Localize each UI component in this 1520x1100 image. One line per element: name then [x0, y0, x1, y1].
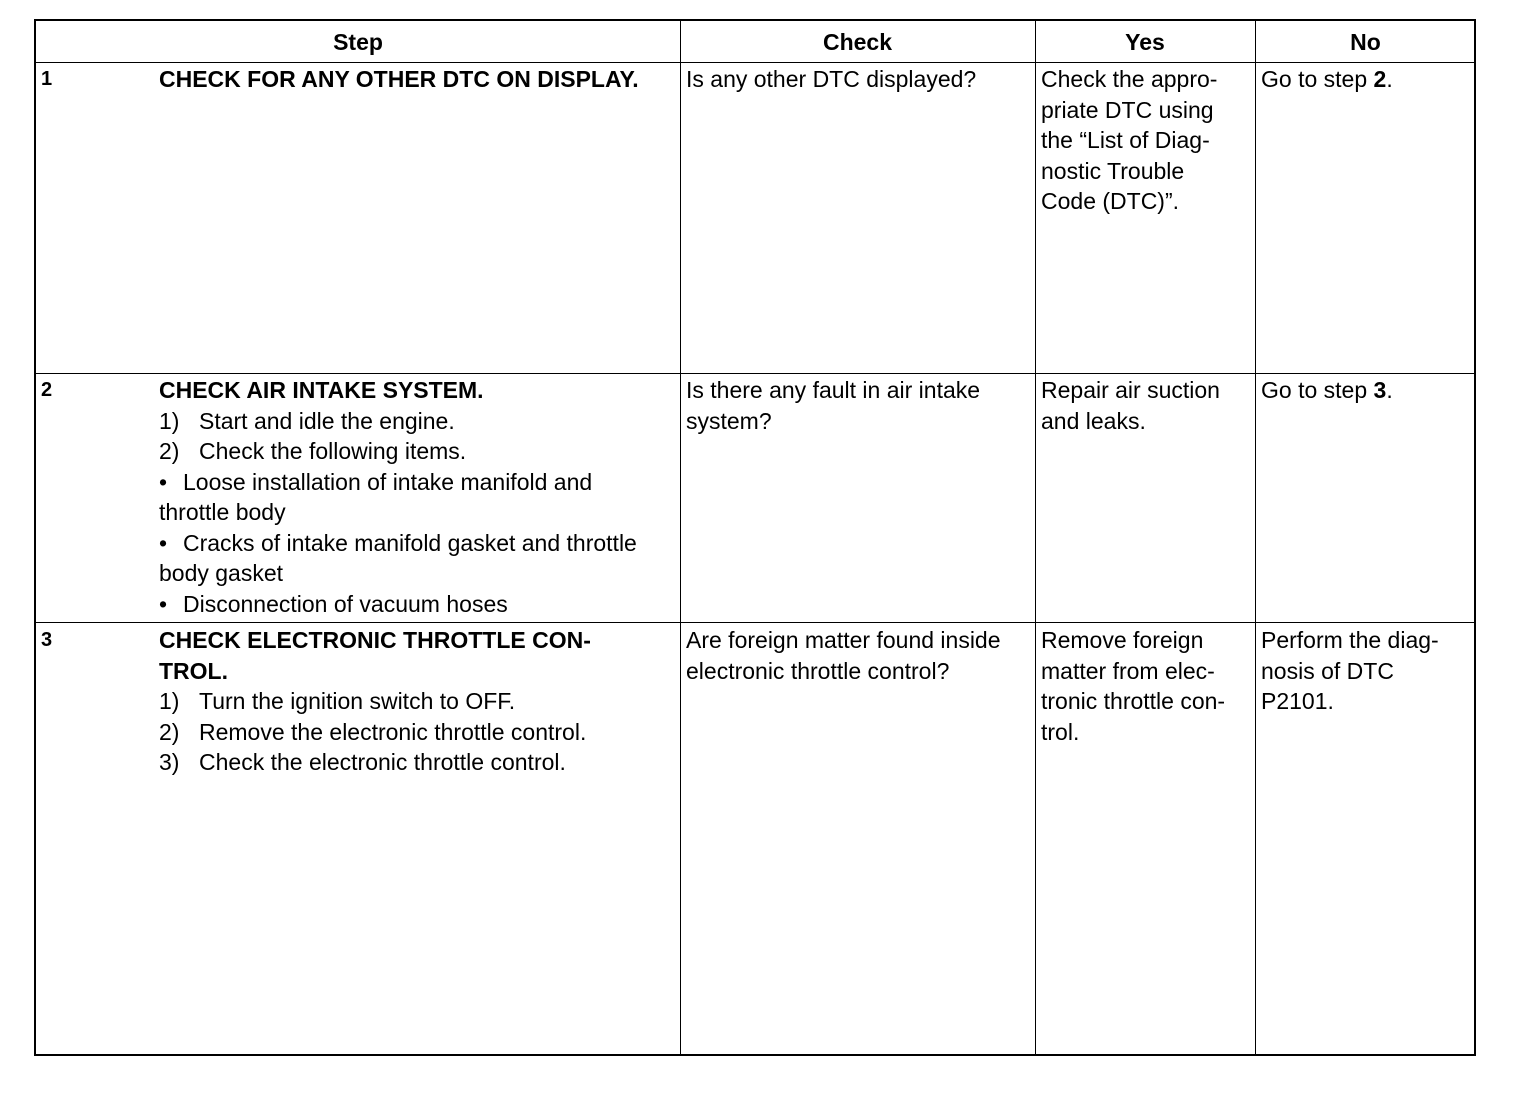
- no-text-end: .: [1386, 66, 1393, 92]
- bullet-icon: •: [159, 590, 168, 617]
- step-title: CHECK AIR INTAKE SYSTEM.: [159, 377, 484, 403]
- bullet-icon: •: [159, 529, 168, 556]
- bullet-text-cont: throttle body: [159, 499, 286, 525]
- bullet-text: Loose installation of intake manifold and: [183, 468, 593, 495]
- step-content: [159, 375, 679, 619]
- yes-line: tronic throttle con-: [1041, 688, 1226, 714]
- bullet-text-cont: body gasket: [159, 560, 284, 586]
- no-action: [1261, 625, 1473, 717]
- no-text: Go to step: [1261, 66, 1374, 92]
- no-action: [1261, 375, 1473, 406]
- step-content: [159, 625, 679, 778]
- yes-line: Code (DTC)”.: [1041, 188, 1180, 214]
- step-item-number: 2): [159, 438, 180, 464]
- step-title-cont: TROL.: [159, 657, 228, 684]
- step-item-number: 2): [159, 718, 180, 745]
- step-item: [159, 436, 679, 467]
- step-title: CHECK ELECTRONIC THROTTLE CON-: [159, 627, 591, 653]
- check-line: Are foreign matter found inside: [686, 627, 1001, 653]
- yes-line: the “List of Diag-: [1041, 127, 1210, 153]
- no-step-ref: 2: [1373, 66, 1387, 92]
- step-item-text: Turn the ignition switch to OFF.: [199, 688, 516, 714]
- step-item: [159, 747, 679, 778]
- bullet-item: [159, 528, 679, 559]
- no-line: nosis of DTC: [1261, 657, 1394, 684]
- yes-line: and leaks.: [1041, 407, 1146, 434]
- step-number: 1: [41, 68, 53, 90]
- row-divider: [36, 373, 1474, 374]
- step-item-text: Check the electronic throttle control.: [199, 749, 566, 775]
- step-title: CHECK FOR ANY OTHER DTC ON DISPLAY.: [159, 66, 639, 92]
- step-number: 2: [41, 379, 53, 401]
- yes-line: Repair air suction: [1041, 377, 1220, 403]
- check-question: [686, 375, 1031, 436]
- step-item-text: Start and idle the engine.: [199, 407, 455, 434]
- yes-line: priate DTC using: [1041, 96, 1214, 123]
- yes-line: Remove foreign: [1041, 627, 1204, 653]
- no-text: Go to step: [1261, 377, 1374, 403]
- column-divider: [1035, 21, 1036, 1054]
- yes-line: Check the appro-: [1041, 66, 1218, 92]
- bullet-item: [159, 467, 679, 498]
- diagnostic-table: [34, 19, 1476, 1056]
- step-item-text: Check the following items.: [199, 438, 467, 464]
- yes-action: [1041, 64, 1253, 217]
- yes-line: matter from elec-: [1041, 657, 1215, 684]
- row-divider: [36, 622, 1474, 623]
- step-number: 3: [41, 629, 53, 651]
- check-line: electronic throttle control?: [686, 657, 950, 684]
- header-check: Check: [822, 28, 893, 55]
- no-step-ref: 3: [1373, 377, 1387, 403]
- header-step: Step: [333, 28, 383, 55]
- check-line: system?: [686, 407, 772, 434]
- bullet-icon: •: [159, 468, 168, 495]
- yes-line: trol.: [1041, 718, 1080, 745]
- no-action: [1261, 64, 1473, 95]
- no-text-end: .: [1386, 377, 1393, 403]
- bullet-text: Disconnection of vacuum hoses: [183, 590, 508, 617]
- check-line: Is there any fault in air intake: [686, 377, 981, 403]
- header-yes: Yes: [1125, 28, 1165, 55]
- step-item-number: 3): [159, 749, 180, 775]
- no-line: Perform the diag-: [1261, 627, 1439, 653]
- step-item-text: Remove the electronic throttle control.: [199, 718, 587, 745]
- header-no: No: [1350, 28, 1381, 55]
- step-item: [159, 406, 679, 437]
- bullet-item: [159, 589, 679, 620]
- step-item: [159, 686, 679, 717]
- column-divider: [1255, 21, 1256, 1054]
- no-line: P2101.: [1261, 688, 1334, 714]
- yes-action: [1041, 625, 1253, 747]
- step-item: [159, 717, 679, 748]
- bullet-text: Cracks of intake manifold gasket and throttle: [183, 529, 637, 556]
- yes-action: [1041, 375, 1253, 436]
- check-question: Is any other DTC displayed?: [686, 66, 977, 92]
- step-item-number: 1): [159, 688, 180, 714]
- check-question: [686, 625, 1031, 686]
- column-divider: [680, 21, 681, 1054]
- step-item-number: 1): [159, 407, 180, 434]
- yes-line: nostic Trouble: [1041, 157, 1185, 184]
